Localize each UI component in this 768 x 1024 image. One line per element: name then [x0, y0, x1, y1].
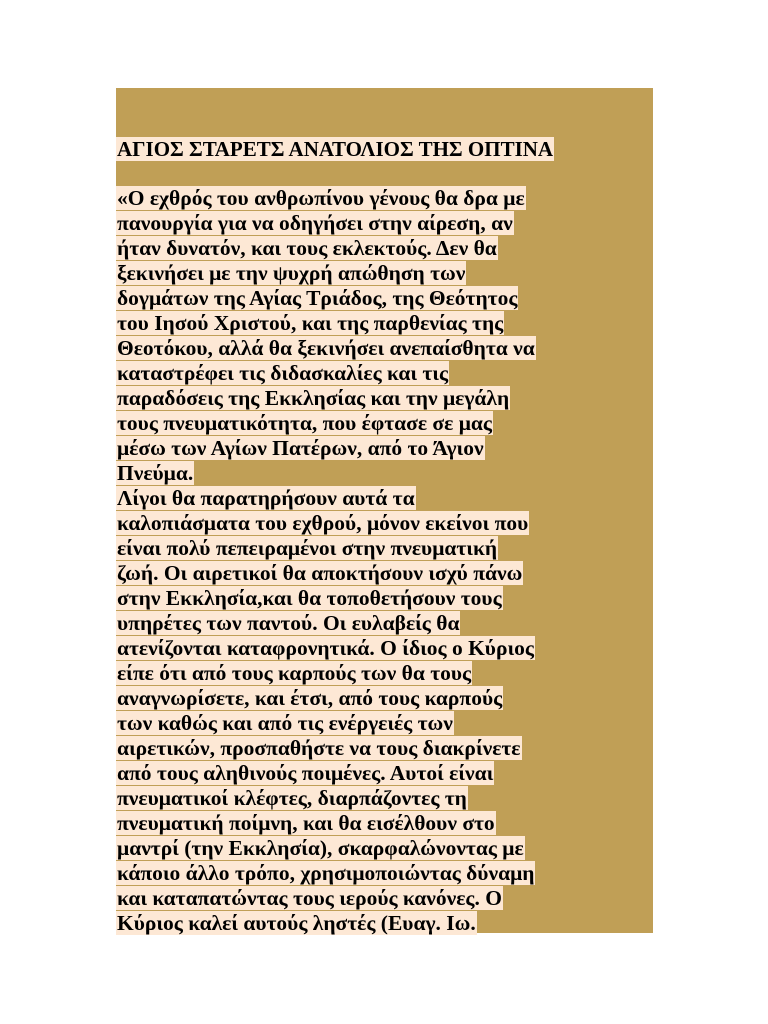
text-line-content: καλοπιάσματα του εχθρού, μόνον εκείνοι που	[117, 511, 529, 535]
text-line	[116, 461, 656, 486]
text-line	[116, 336, 656, 361]
text-line-content: Πνεύμα.	[117, 461, 194, 485]
text-line	[116, 411, 656, 436]
text-line-content: ήταν δυνατόν, και τους εκλεκτούς. Δεν θα	[117, 236, 497, 260]
text-line-content: ατενίζονται καταφρονητικά. Ο ίδιος ο Κύριος	[117, 636, 534, 660]
text-line	[116, 236, 656, 261]
text-line-content: κάποιο άλλο τρόπο, χρησιμοποιώντας δύναμη	[117, 861, 535, 885]
text-line	[116, 436, 656, 461]
text-line-content: πνευματικοί κλέφτες, διαρπάζοντες τη	[117, 786, 467, 810]
text-line-content: πνευματική ποίμνη, και θα εισέλθουν στο	[117, 811, 495, 835]
text-line-content: παραδόσεις της Εκκλησίας και την μεγάλη	[117, 386, 510, 410]
text-line	[116, 386, 656, 411]
text-line	[116, 186, 656, 211]
text-line	[116, 886, 656, 911]
text-line	[116, 836, 656, 861]
text-line	[116, 561, 656, 586]
text-line	[116, 586, 656, 611]
text-line	[116, 611, 656, 636]
document-title	[116, 135, 656, 163]
text-line	[116, 261, 656, 286]
text-line-content: πανουργία για να οδηγήσει στην αίρεση, αν	[117, 211, 513, 235]
text-line-content: Λίγοι θα παρατηρήσουν αυτά τα	[117, 486, 415, 510]
text-line	[116, 661, 656, 686]
text-line	[116, 636, 656, 661]
text-line	[116, 686, 656, 711]
text-line-content: ξεκινήσει με την ψυχρή απώθηση των	[117, 261, 466, 285]
text-line-content: αναγνωρίσετε, και έτσι, από τους καρπούς	[117, 686, 503, 710]
text-line	[116, 286, 656, 311]
text-line-content: καταστρέφει τις διδασκαλίες και τις	[117, 361, 449, 385]
text-line-content: «Ο εχθρός του ανθρωπίνου γένους θα δρα με	[117, 186, 525, 210]
text-line	[116, 211, 656, 236]
text-line	[116, 911, 656, 936]
document-text-block	[116, 135, 656, 936]
text-line-content: των καθώς και από τις ενέργειές των	[117, 711, 453, 735]
document-title-text: ΑΓΙΟΣ ΣΤΑΡΕΤΣ ΑΝΑΤΟΛΙΟΣ ΤΗΣ ΟΠΤΙΝΑ	[117, 137, 554, 161]
text-line	[116, 536, 656, 561]
text-line-content: από τους αληθινούς ποιμένες. Αυτοί είναι	[117, 761, 494, 785]
text-line	[116, 786, 656, 811]
text-line-content: και καταπατώντας τους ιερούς κανόνες. Ο	[117, 886, 502, 910]
text-line-content: υπηρέτες των παντού. Οι ευλαβείς θα	[117, 611, 460, 635]
text-line-content: ζωή. Οι αιρετικοί θα αποκτήσουν ισχύ πάνω	[117, 561, 523, 585]
text-line-content: του Ιησού Χριστού, και της παρθενίας της	[117, 311, 504, 335]
text-line-content: μαντρί (την Εκκλησία), σκαρφαλώνοντας με	[117, 836, 524, 860]
document-body	[116, 186, 656, 936]
text-line	[116, 736, 656, 761]
text-line-content: τους πνευματικότητα, που έφτασε σε μας	[117, 411, 492, 435]
text-line-content: Θεοτόκου, αλλά θα ξεκινήσει ανεπαίσθητα να	[117, 336, 535, 360]
text-line-content: αιρετικών, προσπαθήστε να τους διακρίνετε	[117, 736, 521, 760]
text-line-content: δογμάτων της Αγίας Τριάδος, της Θεότητος	[117, 286, 518, 310]
text-line-content: είπε ότι από τους καρπούς των θα τους	[117, 661, 472, 685]
text-line-content: μέσω των Αγίων Πατέρων, από το Άγιον	[117, 436, 484, 460]
text-line	[116, 761, 656, 786]
text-line	[116, 511, 656, 536]
text-line	[116, 311, 656, 336]
text-line	[116, 861, 656, 886]
text-line-content: είναι πολύ πεπειραμένοι στην πνευματική	[117, 536, 498, 560]
text-line-content: Κύριος καλεί αυτούς ληστές (Ευαγ. Ιω.	[117, 911, 476, 935]
text-line	[116, 361, 656, 386]
text-line-content: στην Εκκλησία,και θα τοποθετήσουν τους	[117, 586, 502, 610]
text-line	[116, 486, 656, 511]
text-line	[116, 711, 656, 736]
text-line	[116, 811, 656, 836]
